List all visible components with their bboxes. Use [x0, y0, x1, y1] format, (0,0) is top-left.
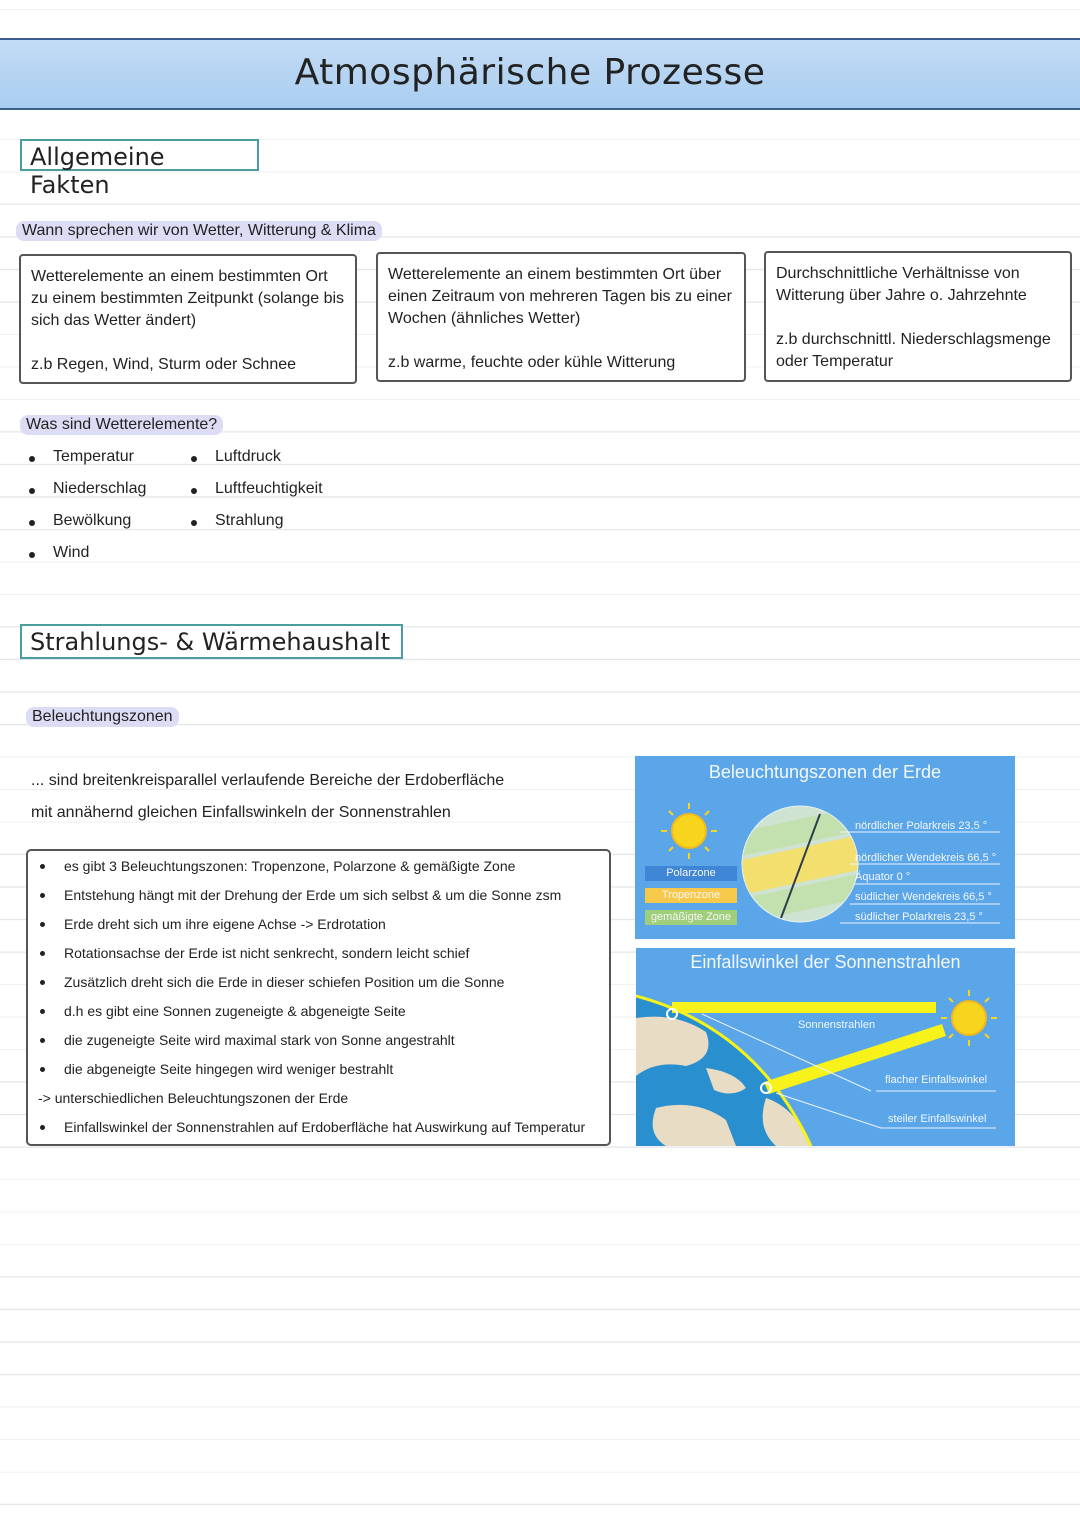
bullet-item: es gibt 3 Beleuchtungszonen: Tropenzone, Polarzone & gemäßigte Zone: [64, 858, 516, 874]
section-heading-allgemeine-fakten: Allgemeine Fakten: [20, 139, 259, 171]
card-line: Wetterelemente an einem bestimmten Ort: [31, 268, 328, 285]
page-title: Atmosphärische Prozesse: [294, 52, 766, 93]
latitude-label: südlicher Polarkreis 23,5 °: [855, 911, 983, 923]
bullet-box-beleuchtungszonen: [26, 849, 611, 1146]
card-example: oder Temperatur: [776, 353, 894, 370]
bullet-item: Entstehung hängt mit der Drehung der Erde um sich selbst & um die Sonne zsm: [64, 887, 562, 903]
latitude-label: nördlicher Polarkreis 23,5 °: [855, 820, 988, 832]
zone-tag-tropic: Tropenzone: [645, 888, 737, 903]
list-item: Temperatur: [53, 448, 134, 465]
steep-angle-label: steiler Einfallswinkel: [888, 1113, 987, 1125]
section-heading-strahlungshaushalt: Strahlungs- & Wärmehaushalt: [20, 624, 403, 659]
zone-tag-polar: Polarzone: [645, 866, 737, 881]
list-item: Strahlung: [215, 512, 284, 529]
bullet-conclusion: -> unterschiedlichen Beleuchtungszonen der Erde: [38, 1090, 349, 1106]
card-example: z.b durchschnittl. Niederschlagsmenge: [776, 331, 1051, 348]
subheading-beleuchtungszonen: Beleuchtungszonen: [26, 707, 179, 727]
list-item: Luftdruck: [215, 448, 281, 465]
list-item: Niederschlag: [53, 480, 147, 497]
list-item: Wind: [53, 544, 90, 561]
card-line: Wochen (ähnliches Wetter): [388, 310, 581, 327]
flat-angle-label: flacher Einfallswinkel: [885, 1074, 988, 1086]
card-line: Durchschnittliche Verhältnisse von: [776, 265, 1020, 282]
bullet-item: Erde dreht sich um ihre eigene Achse -> Erdrotation: [64, 916, 386, 932]
flat-ray: [672, 1002, 936, 1013]
card-line: einen Zeitraum von mehreren Tagen bis zu einer: [388, 288, 732, 305]
card-line: Witterung über Jahre o. Jahrzehnte: [776, 287, 1027, 304]
question-wetterelemente: Was sind Wetterelemente?: [20, 415, 223, 435]
figure-einfallswinkel: [636, 948, 1015, 1146]
card-witterung: [376, 252, 746, 382]
card-example: z.b warme, feuchte oder kühle Witterung: [388, 354, 676, 371]
figure-title: Einfallswinkel der Sonnenstrahlen: [690, 952, 961, 972]
bullet-item: die zugeneigte Seite wird maximal stark von Sonne angestrahlt: [64, 1032, 455, 1048]
card-line: Wetterelemente an einem bestimmten Ort über: [388, 266, 722, 283]
zone-tag-temperate: gemäßigte Zone: [645, 910, 737, 925]
bullet-item: d.h es gibt eine Sonnen zugeneigte & abgeneigte Seite: [64, 1003, 406, 1019]
bullet-item: Zusätzlich dreht sich die Erde in dieser schiefen Position um die Sonne: [64, 974, 505, 990]
definition-text: [31, 765, 504, 829]
list-item: Luftfeuchtigkeit: [215, 480, 323, 497]
card-klima: [764, 251, 1072, 382]
card-line: zu einem bestimmten Zeitpunkt (solange bis: [31, 290, 345, 307]
card-wetter: [19, 254, 357, 384]
figure-title: Beleuchtungszonen der Erde: [708, 762, 942, 782]
figure-beleuchtungszonen: [635, 756, 1015, 939]
bullet-item: die abgeneigte Seite hingegen wird weniger bestrahlt: [64, 1061, 394, 1077]
card-line: sich das Wetter ändert): [31, 312, 197, 329]
latitude-label: Äquator 0 °: [855, 871, 911, 883]
card-example: z.b Regen, Wind, Sturm oder Schnee: [31, 356, 297, 373]
definition-line: mit annähernd gleichen Einfallswinkeln der Sonnenstrahlen: [31, 804, 451, 821]
bullet-item: Rotationsachse der Erde ist nicht senkrecht, sondern leicht schief: [64, 945, 470, 961]
definition-line: ... sind breitenkreisparallel verlaufende Bereiche der Erdoberfläche: [31, 772, 505, 789]
latitude-label: nördlicher Wendekreis 66,5 °: [855, 852, 997, 864]
sun-icon: [941, 990, 997, 1046]
sun-icon: [661, 803, 717, 859]
question-wetter-witterung-klima: Wann sprechen wir von Wetter, Witterung & Klima: [16, 221, 382, 241]
bullet-item: Einfallswinkel der Sonnenstrahlen auf Erdoberfläche hat Auswirkung auf Temperatur: [64, 1119, 586, 1135]
list-item: Bewölkung: [53, 512, 132, 529]
ray-label: Sonnenstrahlen: [798, 1019, 876, 1031]
latitude-label: südlicher Wendekreis 66,5 °: [855, 891, 992, 903]
